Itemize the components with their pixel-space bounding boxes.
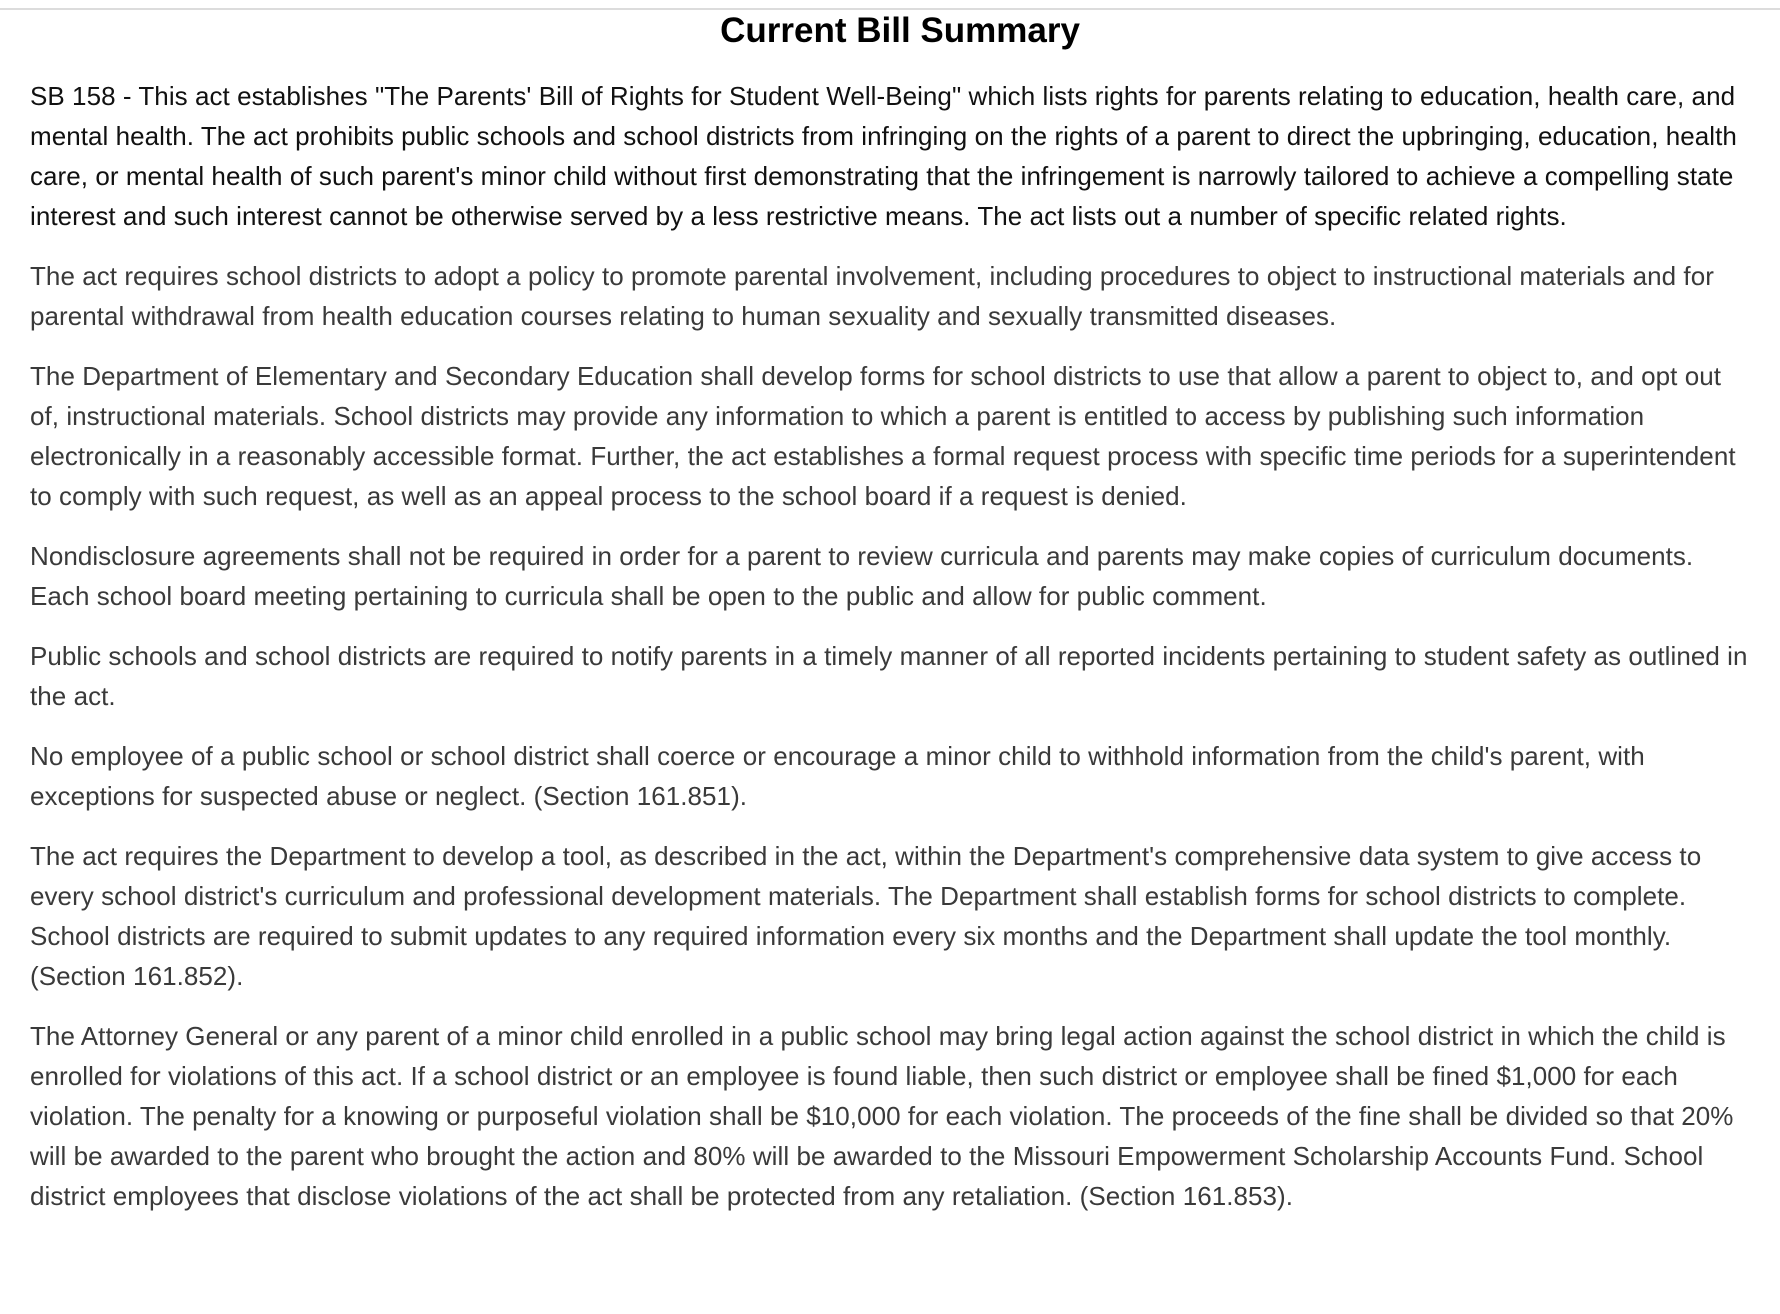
summary-paragraph-3: The Department of Elementary and Secondary Education shall develop forms for school districts to use that allow a parent to object to, and opt out of, instructional materials. School districts may provide any information to which a parent is entitled to access by publishing such information electronically in a reasonably accessible format. Further, the act establishes a formal request process with specific time periods for a superintendent to comply with such request, as well as an appeal process to the school board if a request is denied.: [30, 361, 1736, 511]
summary-paragraph-5: Public schools and school districts are required to notify parents in a timely manner of all reported incidents pertaining to student safety as outlined in the act.: [30, 641, 1748, 711]
summary-paragraph-2: The act requires school districts to adopt a policy to promote parental involvement, including procedures to object to instructional materials and for parental withdrawal from health education courses relating to human sexuality and sexually transmitted diseases.: [30, 261, 1714, 331]
page-title: Current Bill Summary: [720, 11, 1080, 50]
bill-summary: [30, 10, 1750, 1236]
summary-paragraph-1: SB 158 - This act establishes "The Parents' Bill of Rights for Student Well-Being" which lists rights for parents relating to education, health care, and mental health. The act prohibits public schools and school districts from infringing on the rights of a parent to direct the upbringing, education, health care, or mental health of such parent's minor child without first demonstrating that the infringement is narrowly tailored to achieve a compelling state interest and such interest cannot be otherwise served by a less restrictive means. The act lists out a number of specific related rights.: [30, 81, 1737, 231]
summary-paragraph-4: Nondisclosure agreements shall not be required in order for a parent to review curricula and parents may make copies of curriculum documents. Each school board meeting pertaining to curricula shall be open to the public and allow for public comment.: [30, 541, 1694, 611]
summary-paragraph-7: The act requires the Department to develop a tool, as described in the act, within the Department's comprehensive data system to give access to every school district's curriculum and professional development materials. The Department shall establish forms for school districts to complete. School districts are required to submit updates to any required information every six months and the Department shall update the tool monthly. (Section 161.852).: [30, 841, 1702, 991]
summary-paragraph-8: The Attorney General or any parent of a minor child enrolled in a public school may bring legal action against the school district in which the child is enrolled for violations of this act. If a school district or an employee is found liable, then such district or employee shall be fined $1,000 for each violation. The penalty for a knowing or purposeful violation shall be $10,000 for each violation. The proceeds of the fine shall be divided so that 20% will be awarded to the parent who brought the action and 80% will be awarded to the Missouri Empowerment Scholarship Accounts Fund. School district employees that disclose violations of the act shall be protected from any retaliation. (Section 161.853).: [30, 1021, 1734, 1211]
summary-paragraph-6: No employee of a public school or school district shall coerce or encourage a minor child to withhold information from the child's parent, with exceptions for suspected abuse or neglect. (Section 161.851).: [30, 741, 1645, 811]
